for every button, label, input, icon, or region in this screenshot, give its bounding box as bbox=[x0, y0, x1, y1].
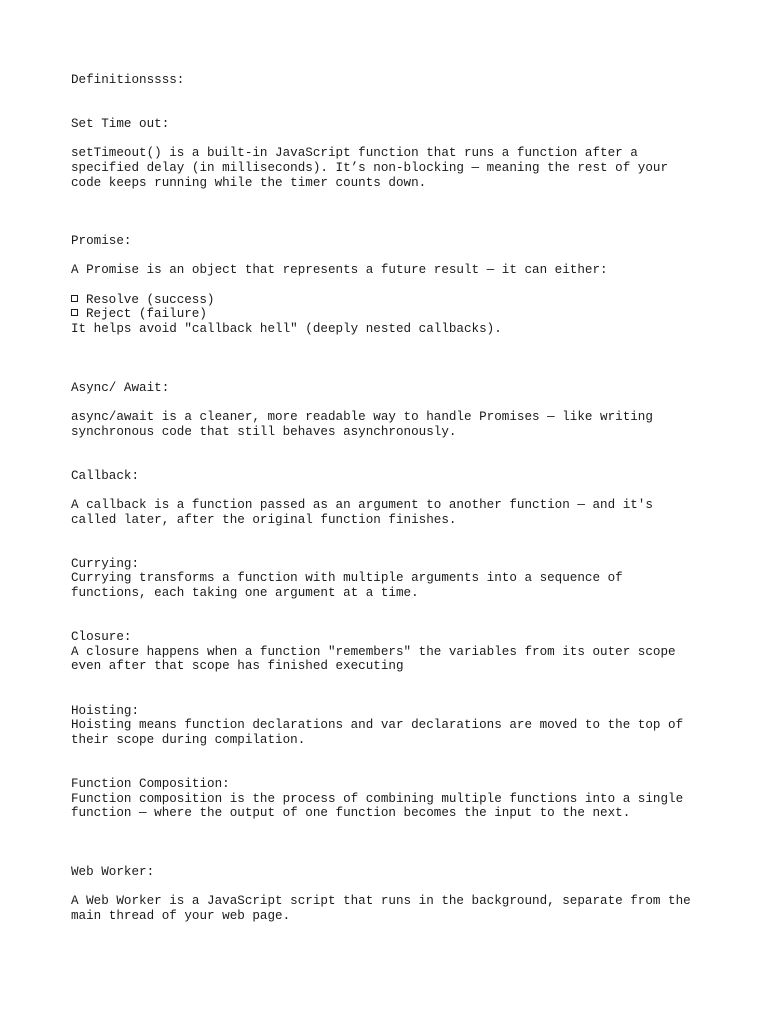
currying-line-1: Currying transforms a function with multiple arguments into a sequence of bbox=[71, 571, 623, 585]
hoisting-line-2: their scope during compilation. bbox=[71, 733, 306, 747]
hoisting-line-1: Hoisting means function declarations and var declarations are moved to the top of bbox=[71, 718, 684, 732]
promise-bullet-2 bbox=[71, 307, 207, 322]
hoisting-title: Hoisting: bbox=[71, 704, 140, 718]
closure-line-1: A closure happens when a function "remembers" the variables from its outer scope bbox=[71, 645, 676, 659]
set-timeout-line-2: specified delay (in milliseconds). It’s non-blocking — meaning the rest of your bbox=[71, 161, 669, 175]
async-await-title: Async/ Await: bbox=[71, 381, 170, 395]
document-heading: Definitionssss: bbox=[71, 73, 185, 87]
promise-intro: A Promise is an object that represents a future result — it can either: bbox=[71, 263, 608, 277]
set-timeout-title: Set Time out: bbox=[71, 117, 170, 131]
promise-bullet-text: Reject (failure) bbox=[86, 307, 207, 321]
callback-title: Callback: bbox=[71, 469, 140, 483]
function-composition-title: Function Composition: bbox=[71, 777, 230, 791]
currying-title: Currying: bbox=[71, 557, 140, 571]
async-await-line-2: synchronous code that still behaves asynchronously. bbox=[71, 425, 457, 439]
async-await-line-1: async/await is a cleaner, more readable way to handle Promises — like writing bbox=[71, 410, 653, 424]
currying-line-2: functions, each taking one argument at a time. bbox=[71, 586, 419, 600]
web-worker-line-2: main thread of your web page. bbox=[71, 909, 291, 923]
promise-bullet-1 bbox=[71, 293, 214, 308]
function-composition-line-1: Function composition is the process of combining multiple functions into a single bbox=[71, 792, 684, 806]
web-worker-title: Web Worker: bbox=[71, 865, 155, 879]
set-timeout-line-1: setTimeout() is a built-in JavaScript function that runs a function after a bbox=[71, 146, 638, 160]
bullet-square-icon bbox=[71, 295, 78, 302]
promise-title: Promise: bbox=[71, 234, 132, 248]
set-timeout-line-3: code keeps running while the timer counts down. bbox=[71, 176, 427, 190]
promise-bullet-text: Resolve (success) bbox=[86, 293, 215, 307]
web-worker-line-1: A Web Worker is a JavaScript script that runs in the background, separate from the bbox=[71, 894, 691, 908]
promise-outro: It helps avoid "callback hell" (deeply nested callbacks). bbox=[71, 322, 502, 336]
closure-title: Closure: bbox=[71, 630, 132, 644]
callback-line-2: called later, after the original function finishes. bbox=[71, 513, 457, 527]
bullet-square-icon bbox=[71, 309, 78, 316]
callback-line-1: A callback is a function passed as an argument to another function — and it's bbox=[71, 498, 653, 512]
closure-line-2: even after that scope has finished executing bbox=[71, 659, 404, 673]
function-composition-line-2: function — where the output of one function becomes the input to the next. bbox=[71, 806, 631, 820]
